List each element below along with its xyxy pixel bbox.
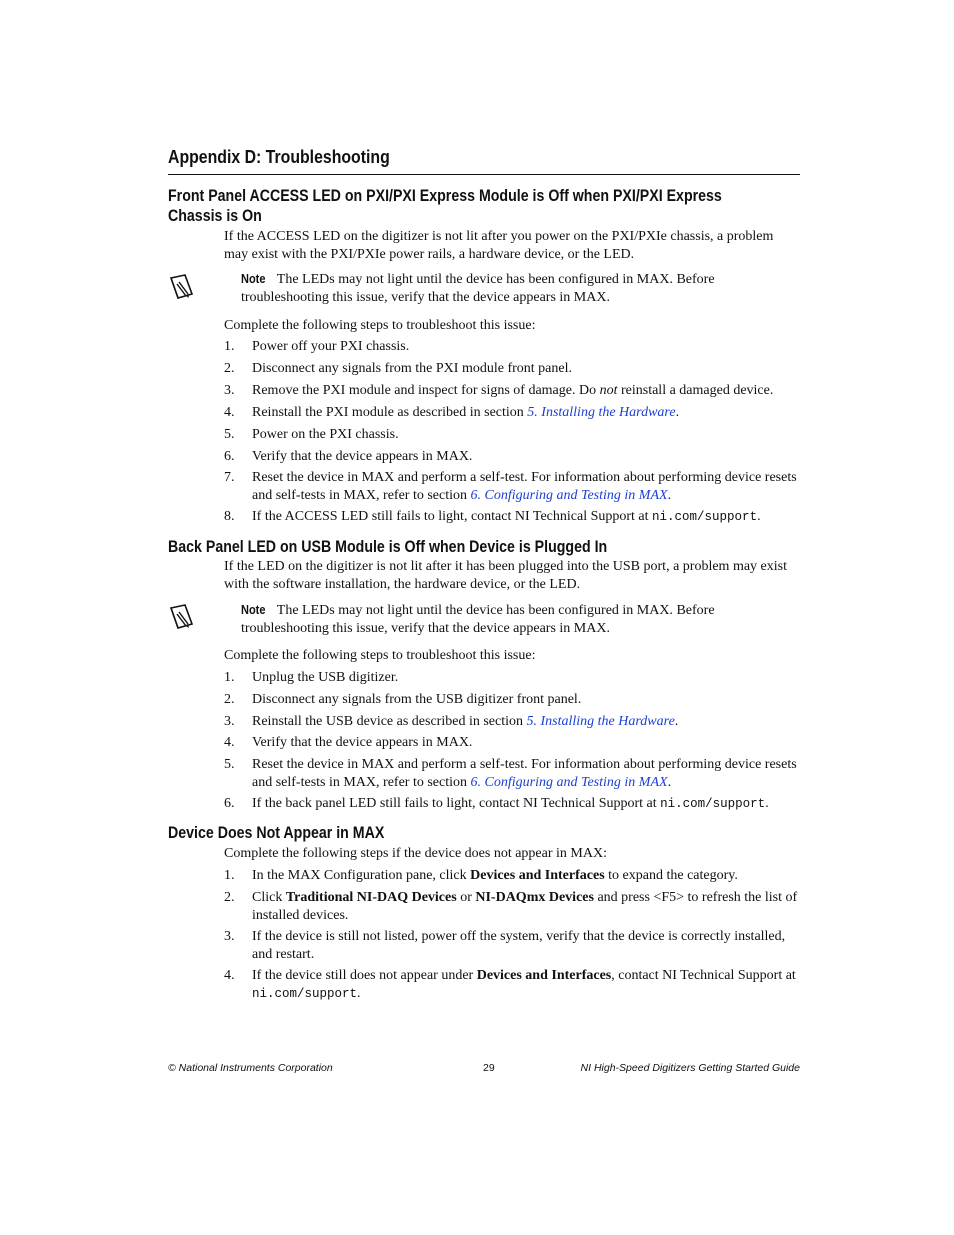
note-label: Note	[241, 603, 266, 617]
section1-title	[168, 186, 787, 226]
section3-lead: Complete the following steps if the device does not appear in MAX:	[224, 846, 607, 861]
link-configuring-testing[interactable]: 6. Configuring and Testing in MAX	[470, 774, 668, 790]
section2-intro: If the LED on the digitizer is not lit after it has been plugged into the USB port, a problem may exist with the software installation, the hardware device, or the LED.	[224, 559, 787, 592]
document-page: Appendix D: Troubleshooting Front Panel ACCESS LED on PXI/PXI Express Module is Off when PXI/PXI Express Chassis is On If the ACCESS LED on the digitizer is not lit after you power on the PXI/PXIe chassis, a problem may exist with the PXI/PXIe power rails, a hardware device, or the LED. Note The LEDs may not light until the device has been configured in MAX. Before troubleshooting this issue, verify that the device appears in MAX. Complete the following steps to troubleshoot this issue: 1. Power off your PXI chassis. 2. Disconnect any signals from the PXI module front panel. 3. Remove the PXI module and inspect for signs of damage. Do not reinstall a damaged device. 4. Reinstall the PXI module as described in section 5. Installing the Hardware. 5. Power on the PXI chassis. 6. Verify that the device appears in MAX. 7. Reset the device in MAX and perform a self-test. For information about performing device resets and self-tests in MAX, refer to section 6. Configuring and Testing in MAX. 8. If the ACCESS LED still fails to light, contact NI Technical Support at ni.com/support. Back Panel LED on USB Module is Off when Device is Plugged In If the LED on the digitizer is not lit after it has been plugged into the USB port, a problem may exist with the software installation, the hardware device, or the LED. Note The LEDs may not light until the device has been configured in MAX. Before troubleshooting this issue, verify that the device appears in MAX. Complete the following steps to troubleshoot this issue: 1. Unplug the USB digitizer. 2. Disconnect any signals from the USB digitizer front panel. 3. Reinstall the USB device as described in section 5. Installing the Hardware. 4. Verify that the device appears in MAX. 5. Reset the device in MAX and perform a self-test. For information about performing device resets and self-tests in MAX, refer to section 6. Configuring and Testing in MAX. 6. If the back panel LED still fails to light, contact NI Technical Support at ni.com/support. Device Does Not Appear in MAX Complete the following steps if the device does not appear in MAX: 1. In the MAX Configuration pane, click Devices and Interfaces to expand the category. 2. Click Traditional NI-DAQ Devices or NI-DAQmx Devices and press <F5> to refresh the list of installed devices. 3. If the device is still not listed, power off the system, verify that the device is correctly installed, and restart. 4. If the device still does not appear under Devices and Interfaces, contact NI Technical Support at ni.com/support. © National Instruments Corporation 29 NI High-Speed Digitizers Getting Started Guide	[168, 147, 800, 1074]
section3-title: Device Does Not Appear in MAX	[168, 824, 385, 842]
section2-title: Back Panel LED on USB Module is Off when Device is Plugged In	[168, 538, 608, 556]
section1-intro: If the ACCESS LED on the digitizer is not lit after you power on the PXI/PXIe chassis, a problem may exist with the PXI/PXIe power rails, a hardware device, or the LED.	[224, 229, 774, 262]
footer-copyright: © National Instruments Corporation	[168, 1062, 333, 1074]
link-configuring-testing[interactable]: 6. Configuring and Testing in MAX	[470, 487, 668, 503]
support-url: ni.com/support	[660, 797, 766, 811]
footer-page-number: 29	[483, 1062, 495, 1074]
note-icon	[168, 272, 196, 302]
section1-lead: Complete the following steps to troubleshoot this issue:	[224, 318, 536, 333]
section1-title-line1: Front Panel ACCESS LED on PXI/PXI Express Module is Off when PXI/PXI Express	[168, 187, 722, 205]
link-installing-hardware[interactable]: 5. Installing the Hardware	[526, 714, 675, 729]
appendix-title: Appendix D: Troubleshooting	[168, 147, 390, 167]
section2-note	[241, 602, 801, 637]
section1-title-line2: Chassis is On	[168, 207, 262, 225]
section1-note	[241, 271, 801, 306]
note-text: The LEDs may not light until the device has been configured in MAX. Before troubleshooting this issue, verify that the device appears in MAX.	[241, 603, 715, 636]
section2-lead: Complete the following steps to troubleshoot this issue:	[224, 648, 536, 663]
note-text: The LEDs may not light until the device has been configured in MAX. Before troubleshooting this issue, verify that the device appears in MAX.	[241, 272, 715, 305]
link-installing-hardware[interactable]: 5. Installing the Hardware	[527, 405, 676, 420]
footer-guide-title: NI High-Speed Digitizers Getting Started Guide	[580, 1062, 800, 1074]
note-icon	[168, 602, 196, 632]
support-url: ni.com/support	[652, 510, 758, 524]
support-url: ni.com/support	[252, 986, 358, 1001]
title-rule	[168, 174, 800, 175]
note-label: Note	[241, 272, 266, 286]
